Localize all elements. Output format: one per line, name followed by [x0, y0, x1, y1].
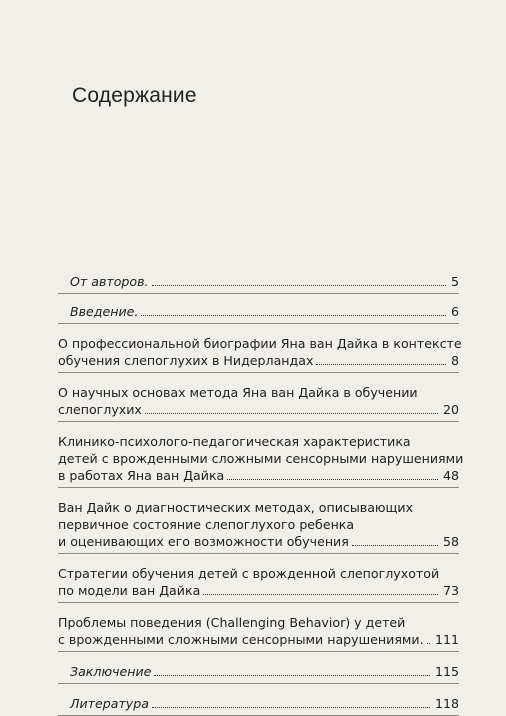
toc-entry-title-line: От авторов. [70, 274, 149, 289]
toc-page-number: 5 [450, 274, 459, 289]
toc-entry-title-line: в работах Яна ван Дайка [58, 468, 225, 483]
toc-entry-last-line [70, 303, 459, 320]
toc-page-number: 8 [450, 353, 459, 368]
toc-entry-title-line: Стратегии обучения детей с врожденной слепоглухотой [58, 566, 440, 581]
toc-entry-title-line: обучения слепоглухих в Нидерландах [58, 353, 314, 368]
toc-entry-title-line: Введение. [70, 304, 139, 319]
page-title: Содержание [72, 84, 197, 107]
toc-entry[interactable] [58, 430, 464, 488]
toc-entry-last-line [58, 401, 459, 418]
toc-entry-title-line: детей с врожденными сложными сенсорными нарушениями [58, 451, 464, 466]
toc-entry-title-line: Клинико-психолого-педагогическая характеристика [58, 434, 411, 449]
toc-entry-last-line [70, 273, 459, 290]
toc-page-number: 118 [434, 696, 459, 711]
toc-entry-title-line: по модели ван Дайка [58, 583, 201, 598]
dot-leader [141, 306, 446, 316]
toc-entry[interactable] [58, 332, 462, 373]
toc-page-number: 58 [442, 534, 459, 549]
toc-entry-title-line: и оценивающих его возможности обучения [58, 534, 349, 549]
toc-entry-title-line: с врожденными сложными сенсорными нарушениями. [58, 632, 424, 647]
toc-page-number: 48 [442, 468, 459, 483]
toc-page-number: 6 [450, 304, 459, 319]
toc-entry-last-line [58, 582, 459, 599]
dot-leader [152, 276, 446, 286]
toc-entry[interactable] [58, 660, 459, 684]
toc-entry-title-line: Проблемы поведения (Challenging Behavior) у детей [58, 615, 406, 630]
toc-entry-title-line: Ван Дайк о диагностических методах, описывающих [58, 500, 414, 515]
toc-page-number: 111 [434, 632, 459, 647]
dot-leader [145, 404, 438, 414]
toc-entry-title-line: первичное состояние слепоглухого ребенка [58, 517, 355, 532]
toc-entry[interactable] [58, 270, 459, 294]
toc-entry-last-line [70, 695, 459, 712]
bleed-through-header [266, 6, 466, 18]
dot-leader [154, 666, 430, 676]
toc-entry-title-line: слепоглухих [58, 402, 142, 417]
dot-leader [227, 470, 438, 480]
toc-entry[interactable] [58, 611, 459, 652]
dot-leader [203, 585, 438, 595]
toc-entry-last-line [58, 467, 459, 484]
toc-page-number: 115 [434, 664, 459, 679]
toc-entry[interactable] [58, 496, 459, 554]
toc-entry-title-line: О научных основах метода Яна ван Дайка в обучении [58, 385, 418, 400]
toc-entry-last-line [70, 663, 459, 680]
dot-leader [316, 355, 446, 365]
toc-page-number: 73 [442, 583, 459, 598]
toc-entry[interactable] [58, 692, 459, 716]
dot-leader [352, 536, 438, 546]
toc-entry-title-line: Заключение [70, 664, 152, 679]
toc-entry-last-line [58, 352, 459, 369]
toc-entry[interactable] [58, 562, 459, 603]
toc-entry[interactable] [58, 381, 459, 422]
toc-entry[interactable] [58, 300, 459, 324]
toc-page-number: 20 [442, 402, 459, 417]
toc-entry-title-line: Литература [70, 696, 149, 711]
dot-leader [427, 634, 430, 644]
bleed-through-text-block [250, 92, 490, 137]
toc-entry-last-line [58, 533, 459, 550]
toc-entry-title-line: О профессиональной биографии Яна ван Дайка в контексте [58, 336, 462, 351]
toc-entry-last-line [58, 631, 459, 648]
table-of-contents [58, 270, 464, 716]
